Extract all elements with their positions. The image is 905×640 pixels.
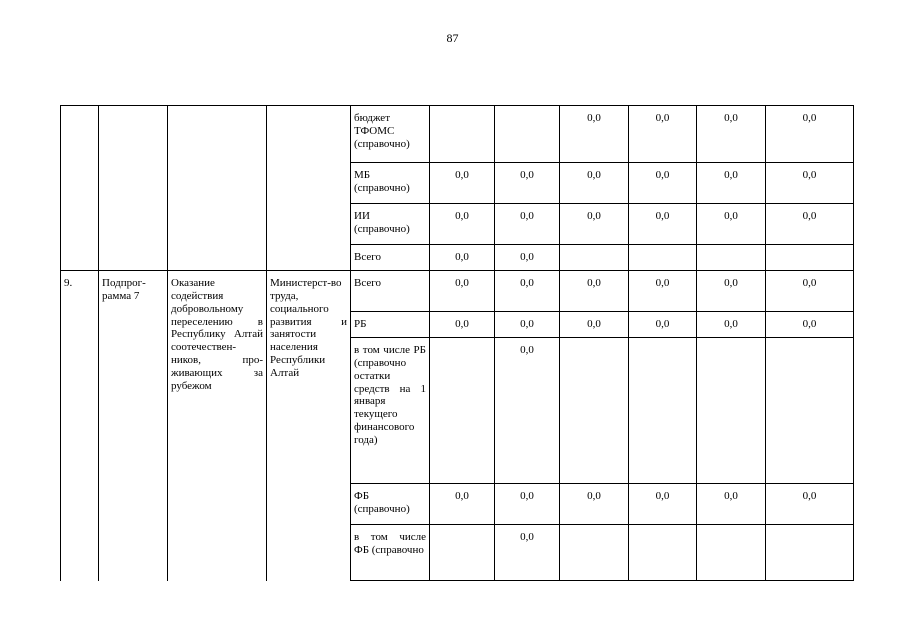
- value-cell: [560, 338, 629, 484]
- value-cell: [766, 525, 854, 581]
- value-cell: [629, 338, 697, 484]
- value-cell: 0,0: [495, 312, 560, 338]
- value-cell: 0,0: [629, 163, 697, 204]
- value-cell: [495, 106, 560, 163]
- value-cell: 0,0: [766, 312, 854, 338]
- value-cell: 0,0: [697, 271, 766, 312]
- value-cell: 0,0: [629, 271, 697, 312]
- name-cell-empty: [99, 106, 168, 271]
- source-cell: ФБ (справочно): [351, 484, 430, 525]
- value-cell: [697, 525, 766, 581]
- value-cell: 0,0: [560, 163, 629, 204]
- budget-table: [60, 105, 854, 581]
- value-cell: 0,0: [629, 106, 697, 163]
- value-cell: 0,0: [697, 204, 766, 245]
- table-row: [61, 106, 854, 163]
- value-cell: [430, 106, 495, 163]
- value-cell: 0,0: [560, 271, 629, 312]
- value-cell: 0,0: [629, 312, 697, 338]
- value-cell: 0,0: [560, 484, 629, 525]
- number-cell-empty: [61, 106, 99, 271]
- value-cell: 0,0: [697, 163, 766, 204]
- value-cell: 0,0: [697, 106, 766, 163]
- value-cell: 0,0: [629, 484, 697, 525]
- value-cell: [560, 245, 629, 271]
- source-cell: РБ: [351, 312, 430, 338]
- value-cell: 0,0: [495, 338, 560, 484]
- value-cell: 0,0: [430, 204, 495, 245]
- value-cell: 0,0: [697, 484, 766, 525]
- value-cell: 0,0: [766, 271, 854, 312]
- source-cell: Всего: [351, 271, 430, 312]
- item-description: Оказание содействия добровольному переселению в Республику Алтай соотечествен-ников, про-живающих за рубежом: [168, 271, 267, 581]
- executor-cell-empty: [267, 106, 351, 271]
- description-cell-empty: [168, 106, 267, 271]
- value-cell: [629, 245, 697, 271]
- value-cell: 0,0: [766, 484, 854, 525]
- source-cell: Всего: [351, 245, 430, 271]
- value-cell: 0,0: [430, 312, 495, 338]
- source-cell: в том числе РБ (справочно остатки средств на 1 января текущего финансового года): [351, 338, 430, 484]
- value-cell: 0,0: [697, 312, 766, 338]
- item-name: Подпрог- рамма 7: [99, 271, 168, 581]
- value-cell: [629, 525, 697, 581]
- value-cell: [766, 338, 854, 484]
- value-cell: 0,0: [629, 204, 697, 245]
- value-cell: [430, 525, 495, 581]
- value-cell: 0,0: [766, 106, 854, 163]
- value-cell: [766, 245, 854, 271]
- value-cell: [697, 245, 766, 271]
- value-cell: [430, 338, 495, 484]
- table-row: [61, 271, 854, 312]
- source-cell: бюджет ТФОМС (справочно): [351, 106, 430, 163]
- item-executor: Министерст-во труда, социального развития и занятости населения Республики Алтай: [267, 271, 351, 581]
- page-number: 87: [446, 31, 459, 45]
- value-cell: 0,0: [766, 204, 854, 245]
- value-cell: 0,0: [495, 204, 560, 245]
- value-cell: 0,0: [766, 163, 854, 204]
- value-cell: 0,0: [430, 245, 495, 271]
- value-cell: 0,0: [495, 163, 560, 204]
- value-cell: 0,0: [560, 204, 629, 245]
- value-cell: 0,0: [495, 525, 560, 581]
- source-cell: в том числе ФБ (справочно: [351, 525, 430, 581]
- value-cell: 0,0: [495, 245, 560, 271]
- value-cell: [697, 338, 766, 484]
- value-cell: 0,0: [560, 312, 629, 338]
- value-cell: 0,0: [495, 271, 560, 312]
- value-cell: 0,0: [430, 271, 495, 312]
- value-cell: 0,0: [560, 106, 629, 163]
- value-cell: [560, 525, 629, 581]
- source-cell: ИИ (справочно): [351, 204, 430, 245]
- value-cell: 0,0: [430, 484, 495, 525]
- source-cell: МБ (справочно): [351, 163, 430, 204]
- item-number: 9.: [61, 271, 99, 581]
- value-cell: 0,0: [495, 484, 560, 525]
- value-cell: 0,0: [430, 163, 495, 204]
